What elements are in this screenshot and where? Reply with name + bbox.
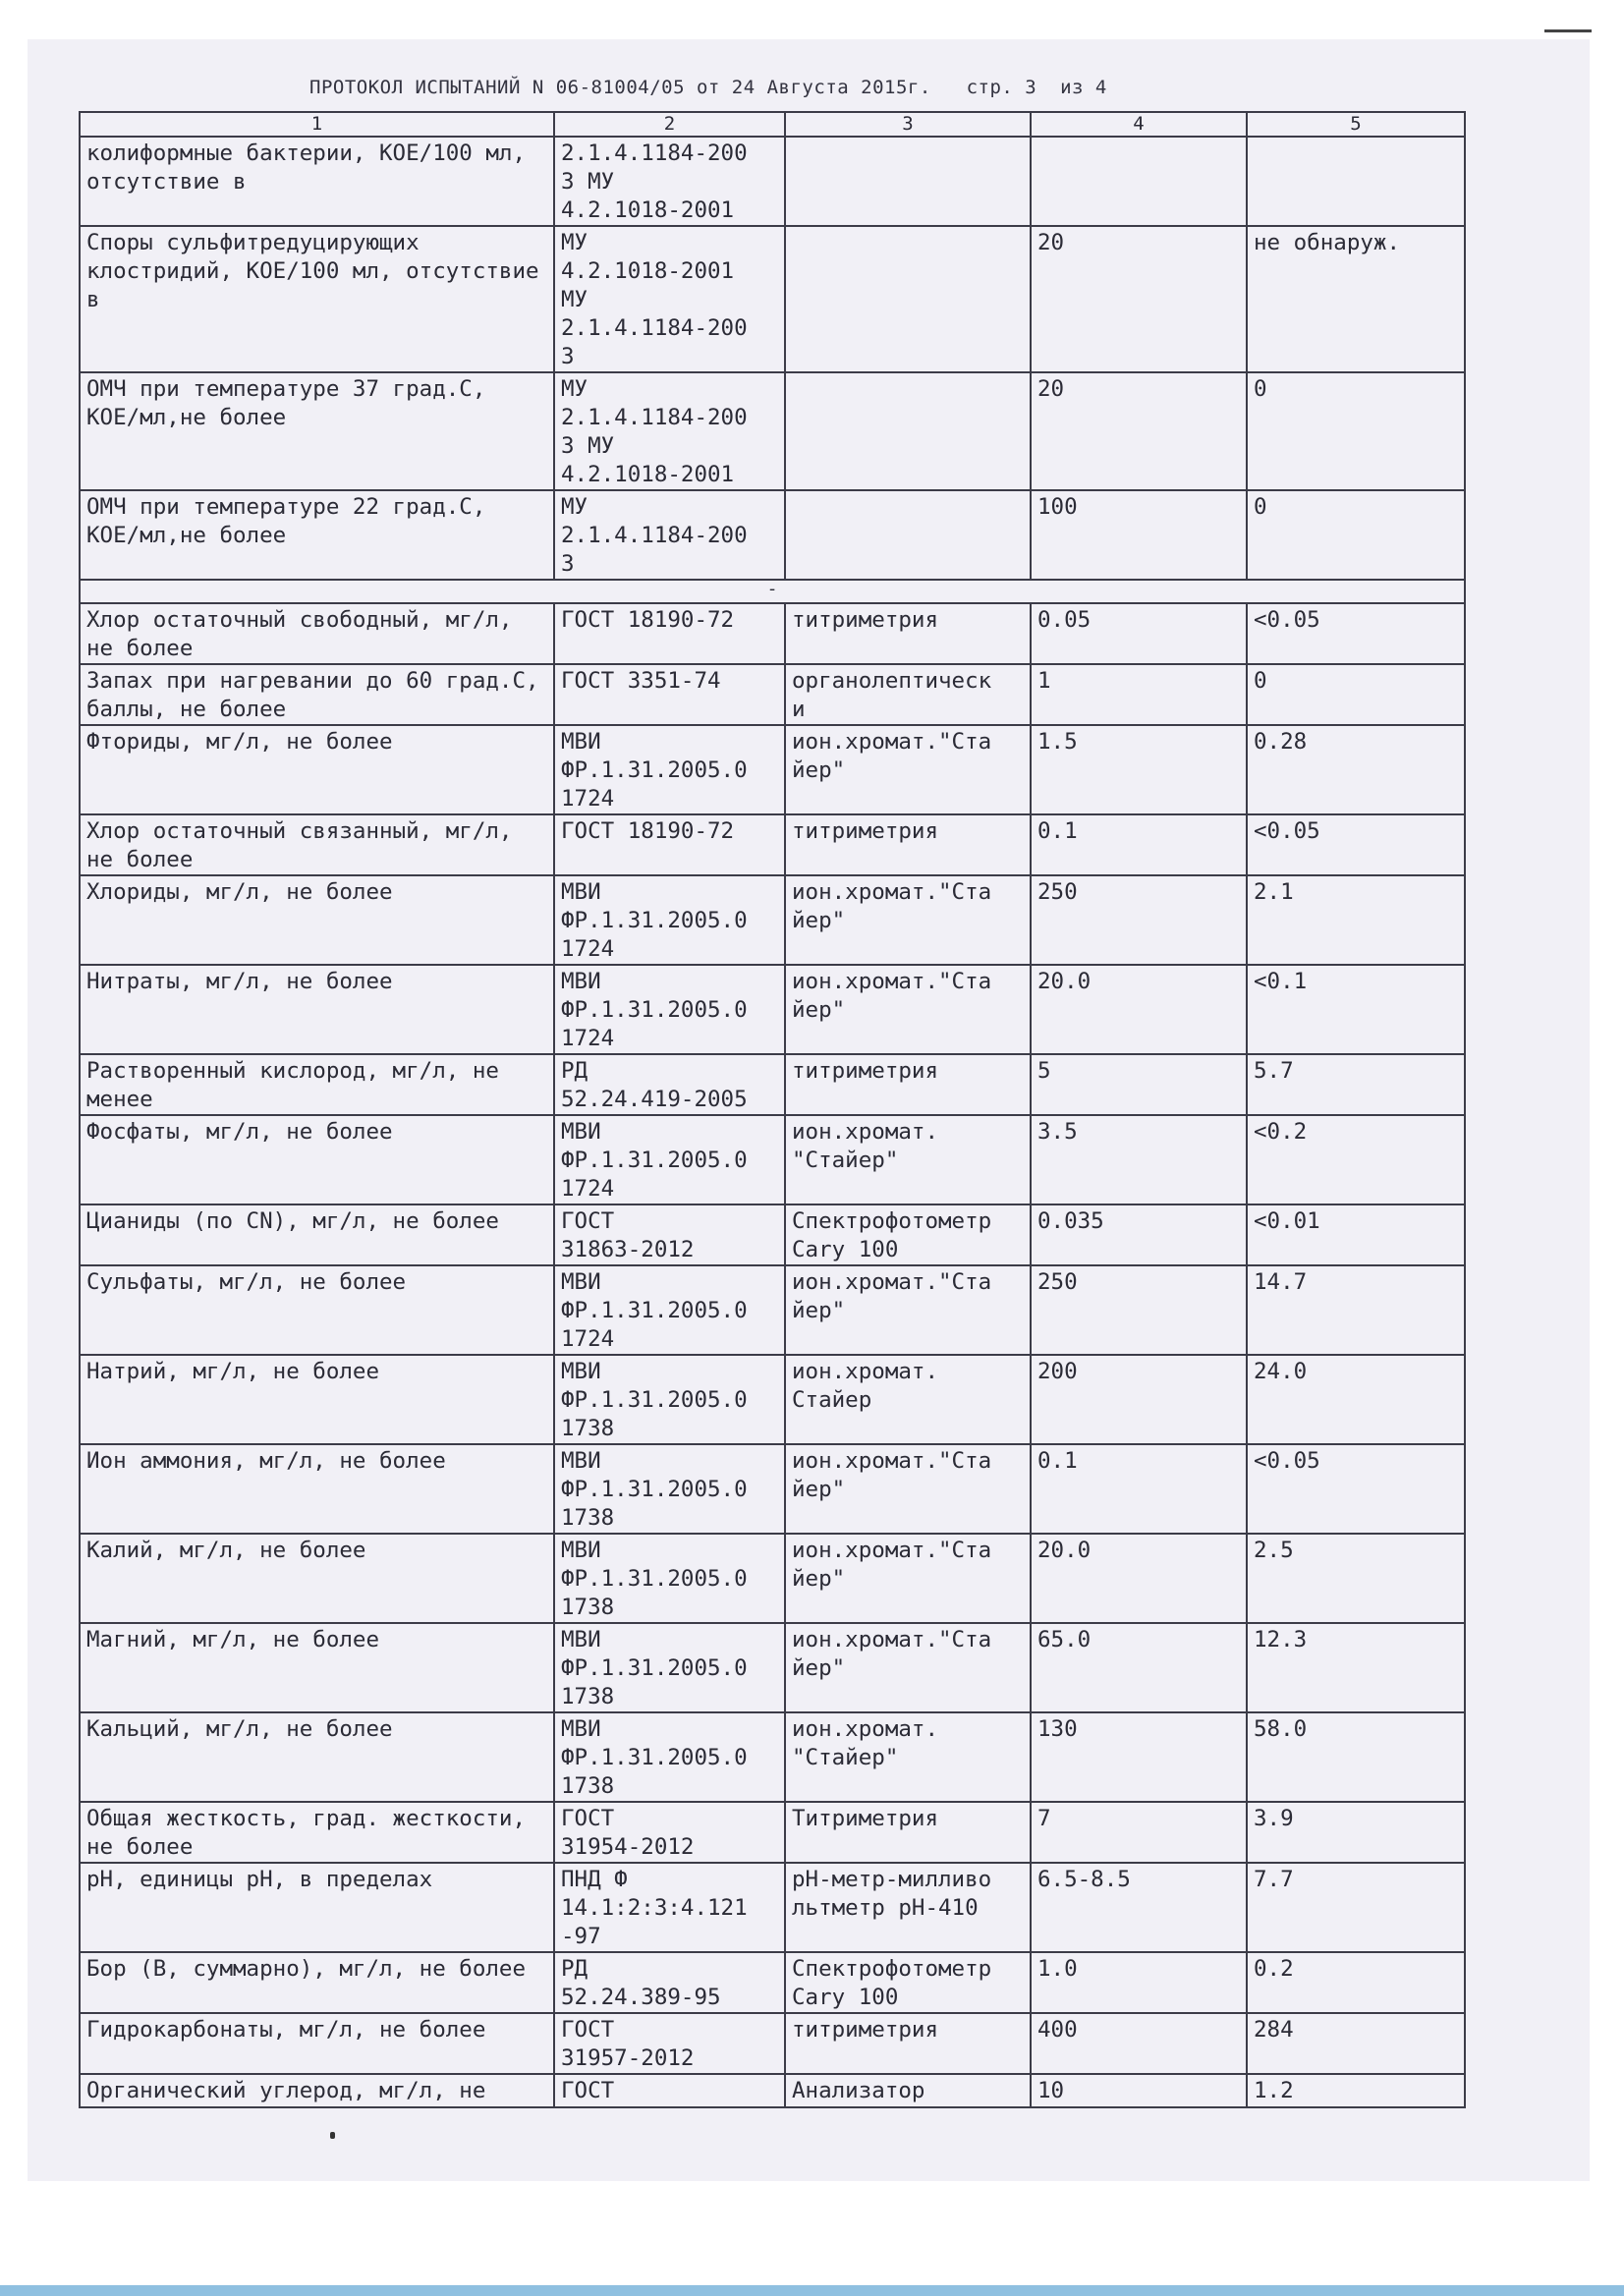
separator-mark: - <box>80 580 1465 603</box>
norm-cell: 20.0 <box>1031 965 1247 1054</box>
indicator-cell: pH, единицы pH, в пределах <box>80 1863 554 1952</box>
table-row <box>80 965 1465 1054</box>
method-cell: ГОСТ 18190-72 <box>554 603 785 664</box>
method-cell: РД 52.24.389-95 <box>554 1952 785 2013</box>
method-cell: ГОСТ 31863-2012 <box>554 1204 785 1265</box>
method-cell: МВИ ФР.1.31.2005.0 1724 <box>554 725 785 814</box>
table-row <box>80 490 1465 580</box>
result-cell: 0.2 <box>1247 1952 1465 2013</box>
indicator-cell: Кальций, мг/л, не более <box>80 1712 554 1802</box>
method-cell: МВИ ФР.1.31.2005.0 1738 <box>554 1623 785 1712</box>
norm-cell: 100 <box>1031 490 1247 580</box>
result-cell: 284 <box>1247 2013 1465 2074</box>
norm-cell: 250 <box>1031 875 1247 965</box>
norm-cell: 20 <box>1031 226 1247 372</box>
table-row <box>80 1712 1465 1802</box>
column-number: 3 <box>785 112 1031 137</box>
indicator-cell: ОМЧ при температуре 22 град.С, КОЕ/мл,не более <box>80 490 554 580</box>
result-cell: 24.0 <box>1247 1355 1465 1444</box>
technique-cell: ион.хромат."Ста йер" <box>785 1265 1031 1355</box>
table-row <box>80 725 1465 814</box>
method-cell: ГОСТ 3351-74 <box>554 664 785 725</box>
indicator-cell: Сульфаты, мг/л, не более <box>80 1265 554 1355</box>
result-cell: 2.5 <box>1247 1534 1465 1623</box>
indicator-cell: Гидрокарбонаты, мг/л, не более <box>80 2013 554 2074</box>
table-row <box>80 603 1465 664</box>
result-cell: 14.7 <box>1247 1265 1465 1355</box>
scan-bottom-band <box>0 2285 1624 2296</box>
table-row <box>80 1355 1465 1444</box>
norm-cell: 20 <box>1031 372 1247 490</box>
technique-cell: ион.хромат."Ста йер" <box>785 875 1031 965</box>
indicator-cell: Хлор остаточный связанный, мг/л, не более <box>80 814 554 875</box>
method-cell: МВИ ФР.1.31.2005.0 1724 <box>554 1115 785 1204</box>
result-cell: 7.7 <box>1247 1863 1465 1952</box>
method-cell: МВИ ФР.1.31.2005.0 1724 <box>554 1265 785 1355</box>
norm-cell: 65.0 <box>1031 1623 1247 1712</box>
norm-cell: 0.035 <box>1031 1204 1247 1265</box>
norm-cell: 3.5 <box>1031 1115 1247 1204</box>
indicator-cell: Магний, мг/л, не более <box>80 1623 554 1712</box>
method-cell: ГОСТ <box>554 2074 785 2107</box>
method-cell: МВИ ФР.1.31.2005.0 1724 <box>554 965 785 1054</box>
indicator-cell: Натрий, мг/л, не более <box>80 1355 554 1444</box>
norm-cell: 0.05 <box>1031 603 1247 664</box>
table-row <box>80 1623 1465 1712</box>
technique-cell: Анализатор <box>785 2074 1031 2107</box>
result-cell: 0 <box>1247 490 1465 580</box>
indicator-cell: Нитраты, мг/л, не более <box>80 965 554 1054</box>
norm-cell: 5 <box>1031 1054 1247 1115</box>
result-cell <box>1247 137 1465 226</box>
norm-cell: 1 <box>1031 664 1247 725</box>
table-row <box>80 372 1465 490</box>
result-cell: <0.05 <box>1247 603 1465 664</box>
indicator-cell: колиформные бактерии, КОЕ/100 мл, отсутствие в <box>80 137 554 226</box>
column-number: 1 <box>80 112 554 137</box>
method-cell: ГОСТ 31954-2012 <box>554 1802 785 1863</box>
indicator-cell: Запах при нагревании до 60 град.С, баллы, не более <box>80 664 554 725</box>
column-number-row <box>80 112 1465 137</box>
indicator-cell: Цианиды (по CN), мг/л, не более <box>80 1204 554 1265</box>
technique-cell: Спектрофотометр Cary 100 <box>785 1204 1031 1265</box>
technique-cell: ион.хромат. Стайер <box>785 1355 1031 1444</box>
indicator-cell: Фториды, мг/л, не более <box>80 725 554 814</box>
result-cell: 5.7 <box>1247 1054 1465 1115</box>
norm-cell: 20.0 <box>1031 1534 1247 1623</box>
result-cell: <0.05 <box>1247 814 1465 875</box>
result-cell: <0.2 <box>1247 1115 1465 1204</box>
result-cell: 0 <box>1247 372 1465 490</box>
test-results-table <box>79 111 1466 2108</box>
norm-cell: 400 <box>1031 2013 1247 2074</box>
indicator-cell: Бор (B, суммарно), мг/л, не более <box>80 1952 554 2013</box>
norm-cell: 1.0 <box>1031 1952 1247 2013</box>
table-row <box>80 2013 1465 2074</box>
table-row <box>80 814 1465 875</box>
table-row <box>80 1444 1465 1534</box>
technique-cell: ион.хромат. "Стайер" <box>785 1712 1031 1802</box>
table-row <box>80 1054 1465 1115</box>
method-cell: МУ 4.2.1018-2001 МУ 2.1.4.1184-200 3 <box>554 226 785 372</box>
result-cell: 1.2 <box>1247 2074 1465 2107</box>
table-row <box>80 226 1465 372</box>
table-row <box>80 1802 1465 1863</box>
technique-cell <box>785 226 1031 372</box>
indicator-cell: Фосфаты, мг/л, не более <box>80 1115 554 1204</box>
protocol-title: ПРОТОКОЛ ИСПЫТАНИЙ N 06-81004/05 от 24 Августа 2015г. <box>309 77 931 98</box>
section-separator-row <box>80 580 1465 603</box>
result-cell: <0.1 <box>1247 965 1465 1054</box>
technique-cell <box>785 137 1031 226</box>
table-row <box>80 1534 1465 1623</box>
method-cell: МВИ ФР.1.31.2005.0 1738 <box>554 1355 785 1444</box>
technique-cell: Спектрофотометр Cary 100 <box>785 1952 1031 2013</box>
method-cell: 2.1.4.1184-200 3 МУ 4.2.1018-2001 <box>554 137 785 226</box>
column-number: 2 <box>554 112 785 137</box>
technique-cell <box>785 490 1031 580</box>
method-cell: ПНД Ф 14.1:2:3:4.121 -97 <box>554 1863 785 1952</box>
indicator-cell: Хлор остаточный свободный, мг/л, не более <box>80 603 554 664</box>
table-row <box>80 137 1465 226</box>
norm-cell: 7 <box>1031 1802 1247 1863</box>
technique-cell: органолептическ и <box>785 664 1031 725</box>
result-cell: 0.28 <box>1247 725 1465 814</box>
table-row <box>80 875 1465 965</box>
method-cell: МВИ ФР.1.31.2005.0 1738 <box>554 1444 785 1534</box>
indicator-cell: ОМЧ при температуре 37 град.С, КОЕ/мл,не более <box>80 372 554 490</box>
norm-cell: 130 <box>1031 1712 1247 1802</box>
indicator-cell: Споры сульфитредуцирующих клостридий, КОЕ/100 мл, отсутствие в <box>80 226 554 372</box>
method-cell: ГОСТ 18190-72 <box>554 814 785 875</box>
norm-cell: 6.5-8.5 <box>1031 1863 1247 1952</box>
technique-cell: ион.хромат. "Стайер" <box>785 1115 1031 1204</box>
protocol-header <box>309 77 1107 98</box>
indicator-cell: Хлориды, мг/л, не более <box>80 875 554 965</box>
method-cell: МУ 2.1.4.1184-200 3 МУ 4.2.1018-2001 <box>554 372 785 490</box>
table-row <box>80 1265 1465 1355</box>
method-cell: РД 52.24.419-2005 <box>554 1054 785 1115</box>
method-cell: МВИ ФР.1.31.2005.0 1738 <box>554 1712 785 1802</box>
norm-cell: 0.1 <box>1031 814 1247 875</box>
table-row <box>80 1863 1465 1952</box>
column-number: 4 <box>1031 112 1247 137</box>
result-cell: <0.01 <box>1247 1204 1465 1265</box>
indicator-cell: Органический углерод, мг/л, не <box>80 2074 554 2107</box>
result-cell: не обнаруж. <box>1247 226 1465 372</box>
technique-cell <box>785 372 1031 490</box>
method-cell: МУ 2.1.4.1184-200 3 <box>554 490 785 580</box>
result-cell: <0.05 <box>1247 1444 1465 1534</box>
result-cell: 0 <box>1247 664 1465 725</box>
norm-cell: 1.5 <box>1031 725 1247 814</box>
page-number: стр. 3 из 4 <box>966 77 1107 98</box>
result-cell: 12.3 <box>1247 1623 1465 1712</box>
technique-cell: ион.хромат."Ста йер" <box>785 1534 1031 1623</box>
result-cell: 58.0 <box>1247 1712 1465 1802</box>
scan-corner-mark <box>1544 29 1592 32</box>
indicator-cell: Калий, мг/л, не более <box>80 1534 554 1623</box>
technique-cell: ион.хромат."Ста йер" <box>785 725 1031 814</box>
technique-cell: ион.хромат."Ста йер" <box>785 965 1031 1054</box>
technique-cell: pH-метр-милливо льтметр pH-410 <box>785 1863 1031 1952</box>
technique-cell: Титриметрия <box>785 1802 1031 1863</box>
norm-cell: 0.1 <box>1031 1444 1247 1534</box>
technique-cell: титриметрия <box>785 2013 1031 2074</box>
table-row <box>80 2074 1465 2107</box>
norm-cell: 200 <box>1031 1355 1247 1444</box>
technique-cell: ион.хромат."Ста йер" <box>785 1444 1031 1534</box>
technique-cell: титриметрия <box>785 1054 1031 1115</box>
technique-cell: титриметрия <box>785 603 1031 664</box>
result-cell: 3.9 <box>1247 1802 1465 1863</box>
technique-cell: титриметрия <box>785 814 1031 875</box>
result-cell: 2.1 <box>1247 875 1465 965</box>
scan-speck <box>330 2132 335 2139</box>
indicator-cell: Общая жесткость, град. жесткости, не более <box>80 1802 554 1863</box>
table-row <box>80 1952 1465 2013</box>
column-number: 5 <box>1247 112 1465 137</box>
technique-cell: ион.хромат."Ста йер" <box>785 1623 1031 1712</box>
method-cell: МВИ ФР.1.31.2005.0 1738 <box>554 1534 785 1623</box>
norm-cell: 250 <box>1031 1265 1247 1355</box>
indicator-cell: Ион аммония, мг/л, не более <box>80 1444 554 1534</box>
table-row <box>80 664 1465 725</box>
indicator-cell: Растворенный кислород, мг/л, не менее <box>80 1054 554 1115</box>
norm-cell: 10 <box>1031 2074 1247 2107</box>
norm-cell <box>1031 137 1247 226</box>
table-row <box>80 1115 1465 1204</box>
method-cell: ГОСТ 31957-2012 <box>554 2013 785 2074</box>
table-row <box>80 1204 1465 1265</box>
method-cell: МВИ ФР.1.31.2005.0 1724 <box>554 875 785 965</box>
